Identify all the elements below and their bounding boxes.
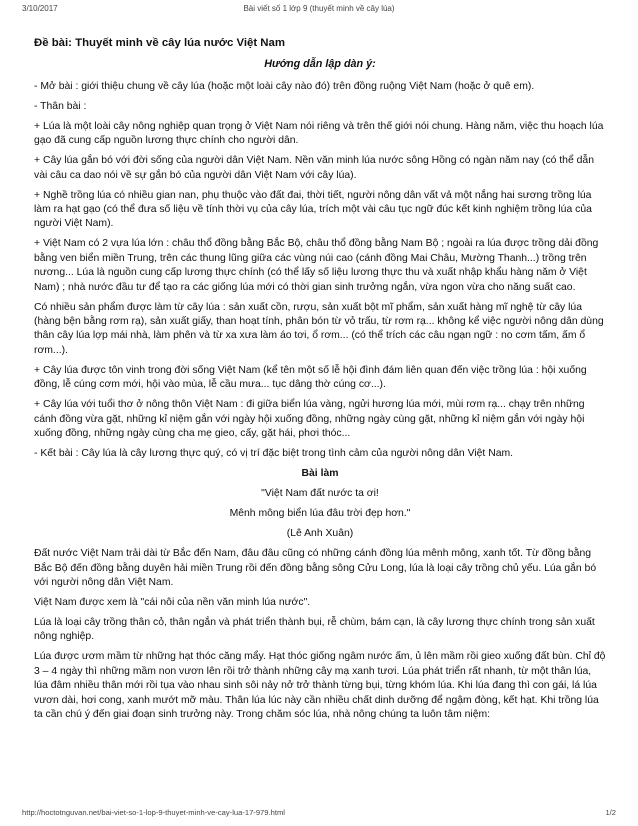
paragraph: + Nghề trồng lúa có nhiều gian nan, phụ thuộc vào đất đai, thời tiết, người nông dân vất vả một nắng hai sương trồng lúa làm ra hạt gạo (có thể đưa số liệu về tính thời vụ của cây lúa, trích một vài câu tục ngữ đúc kết kinh nghiệm trồng lúa của người Việt Nam). (34, 189, 592, 230)
paragraph: Lúa được ươm mầm từ những hạt thóc căng mẩy. Hạt thóc giống ngâm nước ấm, ủ lên mầm rồi gieo xuống đất bùn. Chỉ độ 3 – 4 ngày thì những mầm non vươn lên rồi trở thành những cây mạ xanh tươi. Lúa phát triển rất nhanh, từ một thân lúa, lúa đâm nhiều thân mới rồi tụa vào nhau sinh sôi nảy nở trở thành từng bụi, từng khóm lúa. Khi lúa đang thì con gái, lá lúa vươn dài, hơi cong, xanh mướt mỡ màu. Thân lúa lúc này cần nhiều chất dinh dưỡng để ngậm đòng, kết hạt. Khi trồng lúa ta cần chú ý đến giai đoạn sinh trưởng này. Trong chăm sóc lúa, nhà nông chúng ta luôn tâm niệm: (34, 651, 606, 720)
poem-line: "Việt Nam đất nước ta ơi! (261, 488, 379, 500)
poem-author: (Lê Anh Xuân) (286, 528, 354, 540)
paragraph: - Mở bài : giới thiệu chung về cây lúa (hoặc một loài cây nào đó) trên đồng ruộng Việt Nam (hoặc ở quê em). (34, 80, 535, 92)
page-header (0, 4, 638, 18)
print-date: 3/10/2017 (22, 4, 58, 13)
outline-heading: Hướng dẫn lập dàn ý: (264, 58, 376, 71)
document-title-header: Bài viết số 1 lớp 9 (thuyết minh về cây lúa) (243, 4, 395, 13)
paragraph: Có nhiều sản phẩm được làm từ cây lúa : sản xuất cồn, rượu, sản xuất bột mĩ phẩm, sản xuất hàng mĩ nghệ từ cây lúa (hàng bện bằng rơm rạ), sản xuất giấy, than hoạt tính, phân bón từ vỏ trấu, từ rơm rạ... không kể việc người nông dân dùng thân cây lúa lợp mái nhà, làm phên và từ xa xưa làm áo tơi, ổ rơm... (có thể trích các câu ngạn ngữ : no cơm tấm, ấm ổ rơm...). (34, 301, 604, 356)
paragraph: + Cây lúa với tuổi thơ ở nông thôn Việt Nam : đi giữa biển lúa vàng, ngửi hương lúa mới, mùi rơm rạ... chạy trên những cánh đồng vừa gặt, những kỉ niệm gắn với ngày hội xuống đồng, những ngày cùng gặt, những kỉ niệm gắn với ngày hội xuống đồng, những ngày cùng cha mẹ gieo, cấy, gặt hái, phơi thóc... (34, 399, 585, 440)
paragraph: - Kết bài : Cây lúa là cây lương thực quý, có vị trí đặc biệt trong tình cảm của người nông dân Việt Nam. (34, 448, 514, 460)
paragraph: Đất nước Việt Nam trải dài từ Bắc đến Nam, đâu đâu cũng có những cánh đồng lúa mênh mông, xanh tốt. Từ đồng bằng Bắc Bộ đến đồng bằng duyên hải miền Trung rồi đến đồng bằng sông Cửu Long, lúa là loại cây trồng chủ yếu. Lúa gắn bó với người nông dân Việt Nam. (34, 548, 597, 588)
paragraph: + Việt Nam có 2 vựa lúa lớn : châu thổ đồng bằng Bắc Bộ, châu thổ đồng bằng Nam Bộ ; ngoài ra lúa được trồng dải đồng bằng ven biển miền Trung, trên các thung lũng giữa các vùng núi cao (cánh đồng Mai Châu, Mường Thanh...) trồng trên nương... Lúa là nguồn cung cấp lương thực chính (có thể lấy số liệu lương thực thu và xuất nhập khẩu hàng năm ở Việt Nam) ; nhà nước đầu tư để tạo ra các giống lúa mới có thời gian sinh trưởng ngắn, vừa ngon vừa cho năng suất cao. (34, 238, 599, 293)
source-url[interactable]: http://hoctotnguvan.net/bai-viet-so-1-lop-9-thuyet-minh-ve-cay-lua-17-979.html (22, 808, 285, 817)
page-footer (0, 808, 638, 820)
essay-heading: Bài làm (301, 468, 339, 480)
paragraph: + Lúa là một loài cây nông nghiệp quan trọng ở Việt Nam nói riêng và trên thế giới nói chung. Hàng năm, việc thu hoạch lúa gạo đã cung cấp nguồn lương thực chính cho người dân. (34, 120, 604, 147)
paragraph: Việt Nam được xem là "cái nôi của nền văn minh lúa nước". (34, 596, 311, 608)
paragraph: Lúa là loại cây trồng thân cỏ, thân ngắn và phát triển thành bụi, rễ chùm, bám cạn, là cây lương thực chính trong sản xuất nông nghiệp. (34, 616, 595, 643)
paragraph: + Cây lúa gắn bó với đời sống của người dân Việt Nam. Nền văn minh lúa nước sông Hồng có ngàn năm nay (có thể dẫn vài câu ca dao nói về sự gắn bó của người dân Việt Nam với cây lúa). (34, 155, 594, 181)
document-body (34, 36, 606, 728)
paragraph: + Cây lúa được tôn vinh trong đời sống Việt Nam (kể tên một số lễ hội đình đám liên quan đến việc trồng lúa : hội xuống đồng, lễ cúng cơm mới, hội vào mùa, lễ cầu mưa... tục dâng thờ cúng cơ...). (34, 364, 587, 391)
paragraph: - Thân bài : (34, 100, 87, 112)
page-number: 1/2 (605, 808, 616, 817)
poem-line: Mênh mông biển lúa đâu trời đẹp hơn." (229, 508, 411, 520)
assignment-title: Đề bài: Thuyết minh về cây lúa nước Việt Nam (34, 37, 285, 49)
